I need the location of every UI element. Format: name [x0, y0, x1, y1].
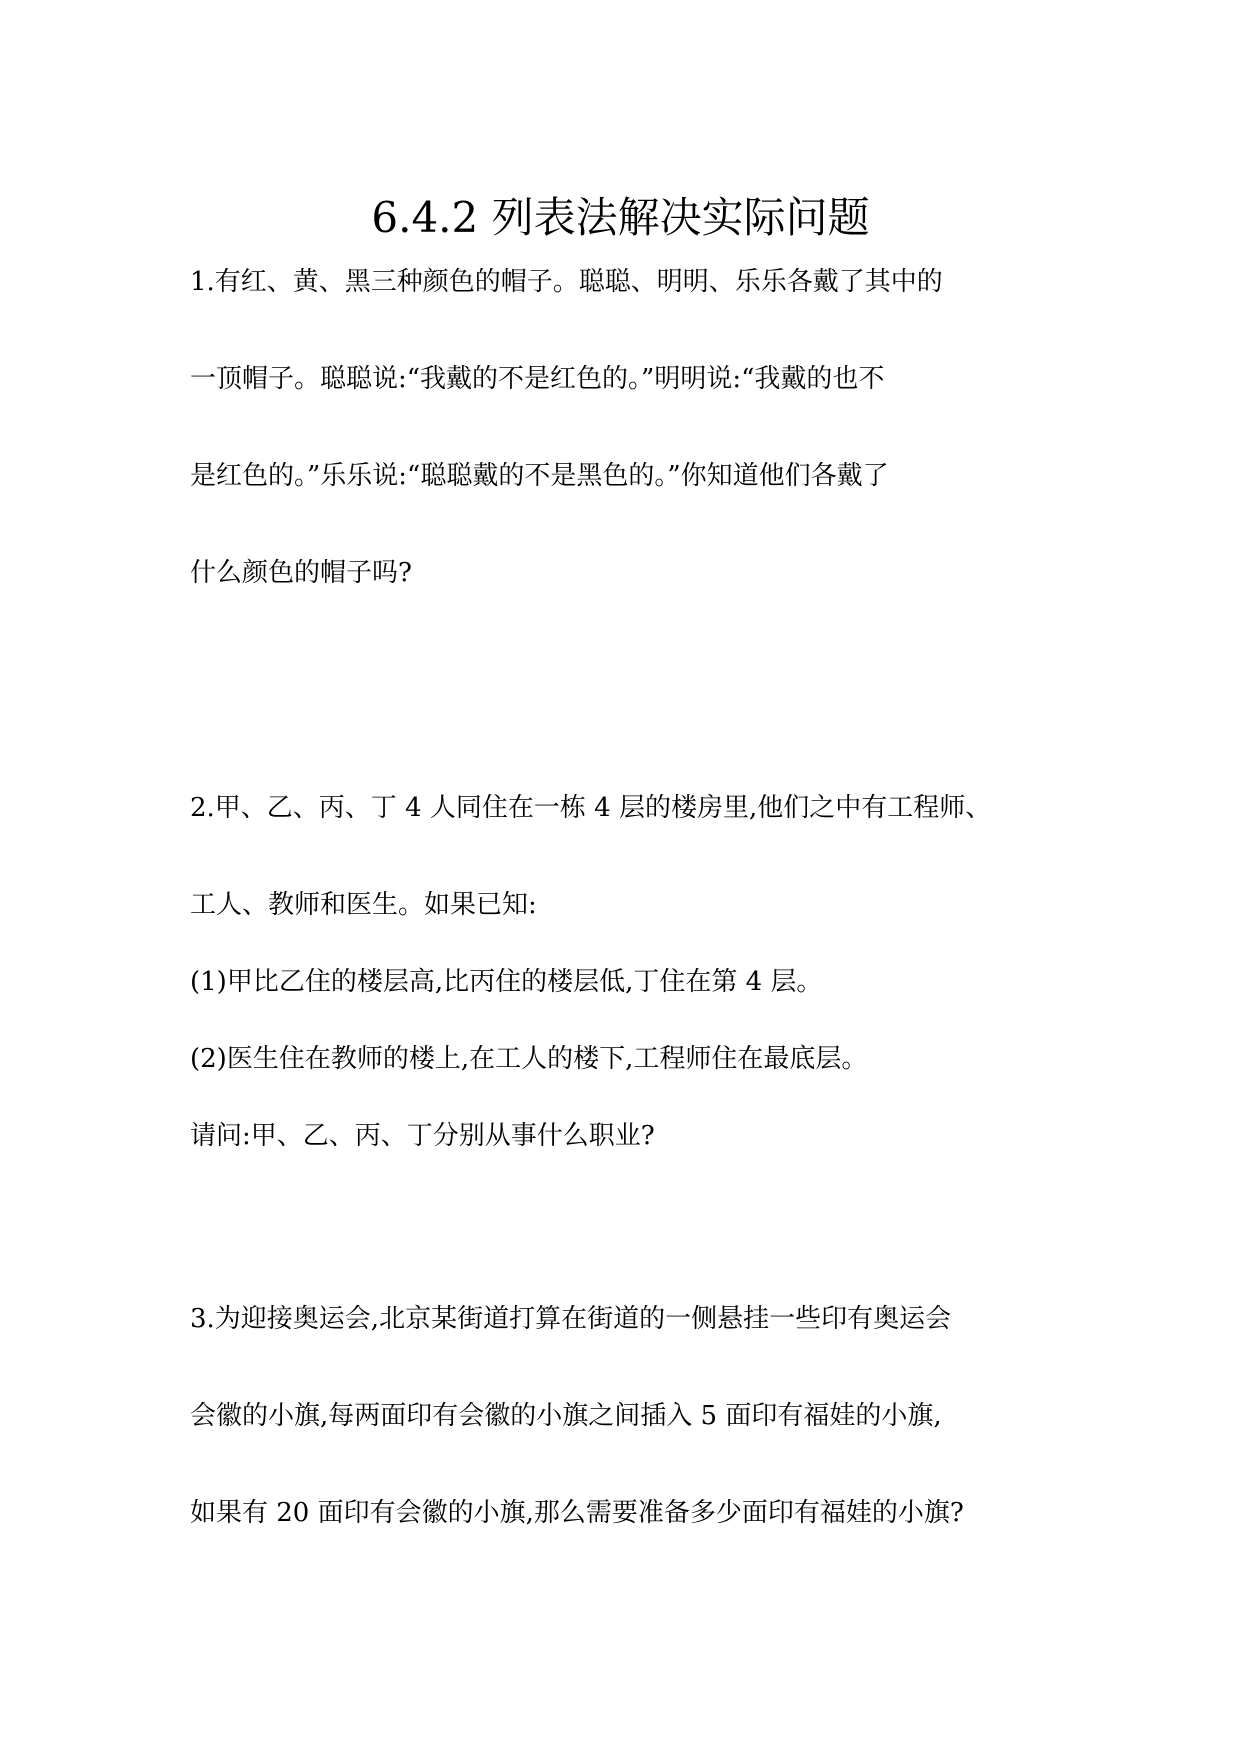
problem-1-line-3: 是红色的。”乐乐说:“聪聪戴的不是黑色的。”你知道他们各戴了 — [190, 461, 889, 491]
page-title: 6.4.2 列表法解决实际问题 — [371, 193, 870, 242]
problem-3-line-1: 3.为迎接奥运会,北京某街道打算在街道的一侧悬挂一些印有奥运会 — [190, 1304, 952, 1334]
problem-2-line-1: 2.甲、乙、丙、丁 4 人同住在一栋 4 层的楼房里,他们之中有工程师、 — [190, 793, 992, 823]
problem-1-line-4: 什么颜色的帽子吗? — [190, 558, 412, 588]
problem-3-line-3: 如果有 20 面印有会徽的小旗,那么需要准备多少面印有福娃的小旗? — [190, 1498, 964, 1528]
problem-2-condition-2: (2)医生住在教师的楼上,在工人的楼下,工程师住在最底层。 — [190, 1044, 868, 1074]
problem-2-question: 请问:甲、乙、丙、丁分别从事什么职业? — [190, 1121, 655, 1151]
problem-1-line-1: 1.有红、黄、黑三种颜色的帽子。聪聪、明明、乐乐各戴了其中的 — [190, 267, 943, 297]
problem-1-line-2: 一顶帽子。聪聪说:“我戴的不是红色的。”明明说:“我戴的也不 — [190, 364, 885, 394]
problem-3-line-2: 会徽的小旗,每两面印有会徽的小旗之间插入 5 面印有福娃的小旗, — [190, 1401, 942, 1431]
problem-2-line-2: 工人、教师和医生。如果已知: — [190, 890, 537, 920]
problem-2-condition-1: (1)甲比乙住的楼层高,比丙住的楼层低,丁住在第 4 层。 — [190, 967, 823, 997]
